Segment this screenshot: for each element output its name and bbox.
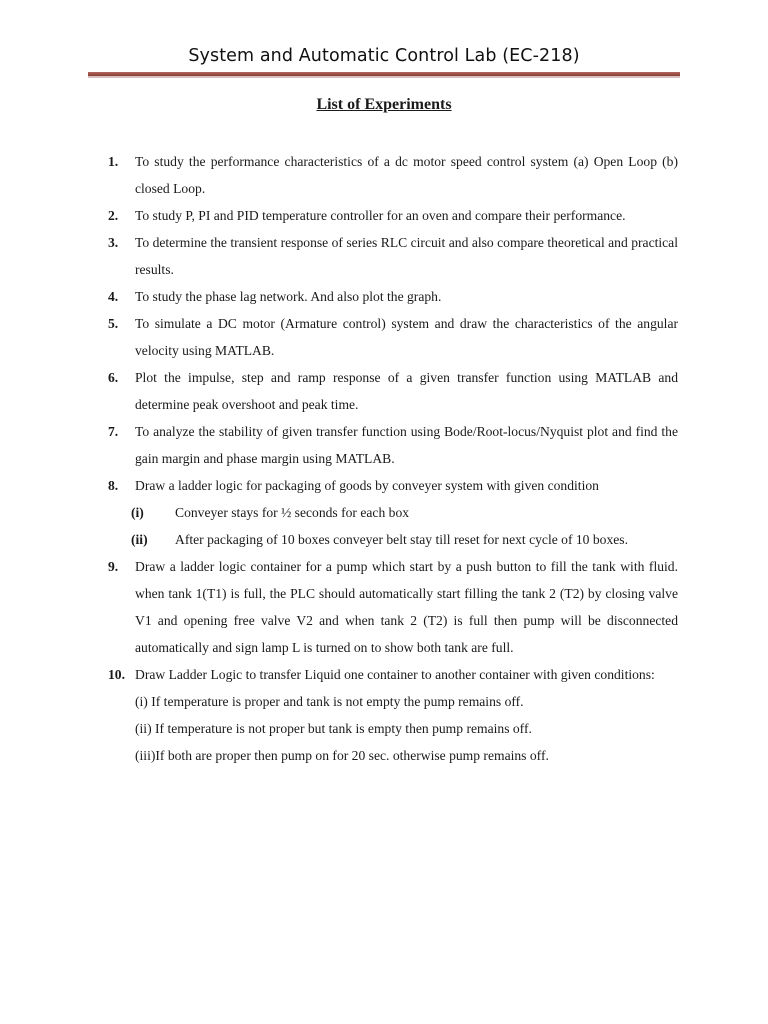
item-number: 5.	[108, 316, 119, 331]
condition-line: (ii) If temperature is not proper but tank is empty then pump remains off.	[135, 721, 532, 736]
item-text: Draw a ladder logic for packaging of goods by conveyer system with given condition	[135, 478, 599, 493]
item-text: Draw a ladder logic container for a pump which start by a push button to fill the tank with fluid. when tank 1(T1) is full, the PLC should automatically start filling the tank 2 (T2) by closing valve V1 and opening free valve V2 and when tank 2 (T2) is full then pump will be disconnected automatically and sign lamp L is turned on to show both tank are full.	[135, 559, 678, 655]
list-item	[108, 283, 678, 310]
item-number: 10.	[108, 667, 125, 682]
experiment-list	[108, 148, 678, 769]
item-text: To simulate a DC motor (Armature control) system and draw the characteristics of the angular velocity using MATLAB.	[135, 316, 678, 358]
item-text: To study the performance characteristics of a dc motor speed control system (a) Open Loop (b) closed Loop.	[135, 154, 678, 196]
item-number: 2.	[108, 208, 119, 223]
sub-item-number: (i)	[131, 505, 144, 520]
sub-item-number: (ii)	[131, 532, 148, 547]
list-item	[108, 661, 678, 769]
item-text: To study P, PI and PID temperature controller for an oven and compare their performance.	[135, 208, 626, 223]
sub-item	[108, 526, 678, 553]
list-item	[108, 202, 678, 229]
item-number: 6.	[108, 370, 119, 385]
list-item	[108, 472, 678, 499]
item-text: To determine the transient response of series RLC circuit and also compare theoretical and practical results.	[135, 235, 678, 277]
item-number: 9.	[108, 559, 119, 574]
item-text: To analyze the stability of given transfer function using Bode/Root-locus/Nyquist plot and find the gain margin and phase margin using MATLAB.	[135, 424, 678, 466]
item-number: 7.	[108, 424, 119, 439]
list-item	[108, 310, 678, 364]
item-number: 1.	[108, 154, 119, 169]
item-text: To study the phase lag network. And also plot the graph.	[135, 289, 442, 304]
condition-line: (iii)If both are proper then pump on for 20 sec. otherwise pump remains off.	[135, 748, 549, 763]
item-text: Plot the impulse, step and ramp response of a given transfer function using MATLAB and determine peak overshoot and peak time.	[135, 370, 678, 412]
header-rule-shadow	[88, 76, 680, 78]
item-text: Draw Ladder Logic to transfer Liquid one container to another container with given conditions:	[135, 667, 655, 682]
sub-item-text: Conveyer stays for ½ seconds for each box	[175, 505, 410, 520]
condition-line: (i) If temperature is proper and tank is not empty the pump remains off.	[135, 694, 524, 709]
list-item	[108, 364, 678, 418]
item-number: 8.	[108, 478, 119, 493]
sub-item-text: After packaging of 10 boxes conveyer belt stay till reset for next cycle of 10 boxes.	[175, 532, 628, 547]
item-number: 3.	[108, 235, 119, 250]
header-title: System and Automatic Control Lab (EC-218)	[188, 46, 580, 66]
list-item	[108, 553, 678, 661]
list-item	[108, 418, 678, 472]
list-item	[108, 229, 678, 283]
sub-item	[108, 499, 678, 526]
item-number: 4.	[108, 289, 119, 304]
list-title: List of Experiments	[316, 96, 452, 113]
list-item	[108, 148, 678, 202]
